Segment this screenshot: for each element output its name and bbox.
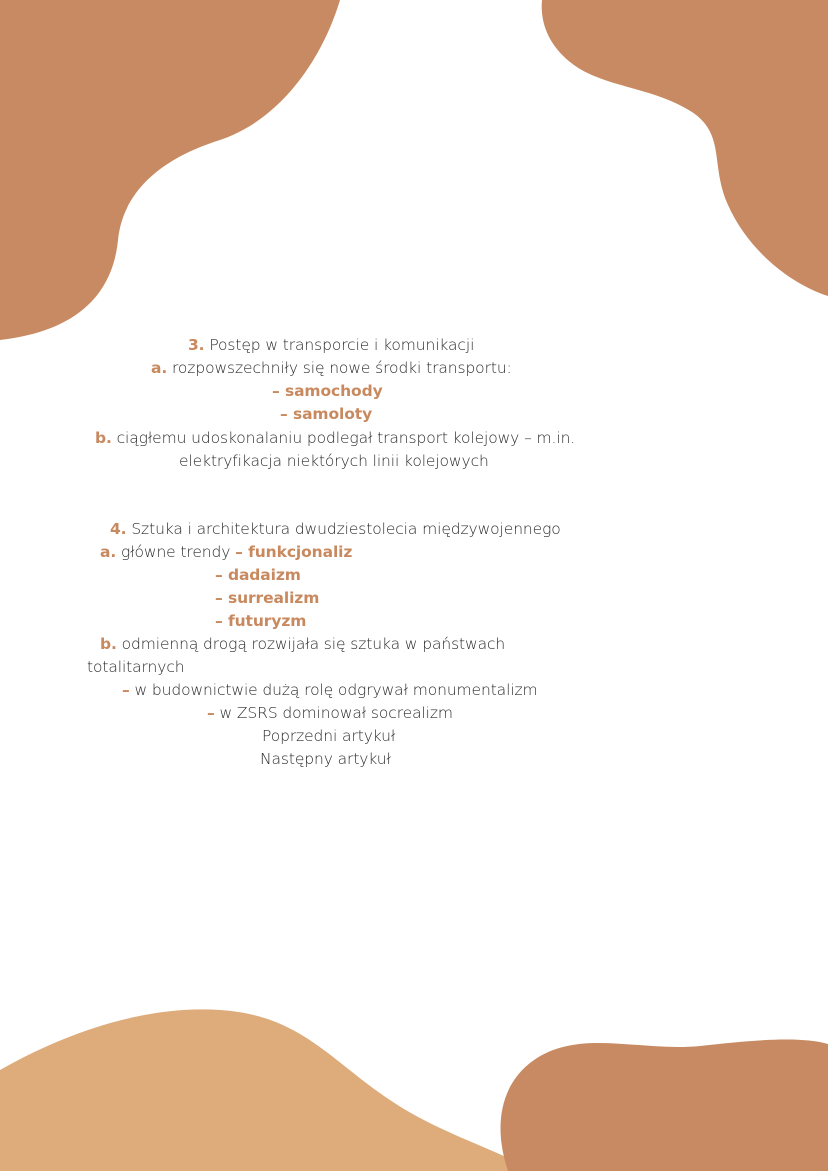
bottom-right-blob [501,1040,828,1171]
section4-b-item-monumentalizm [122,680,538,700]
section4-b-item1-text: w ZSRS dominował socrealizm [219,704,453,722]
section3-b-text-line2: elektryfikacja niektórych linii kolejowych [179,452,489,470]
section4-a-text: główne trendy [120,543,231,561]
section3-point-a [151,358,512,378]
section4-heading [110,519,561,539]
section4-a-marker: a. [100,543,117,561]
section4-b-text-line1: odmienną drogą rozwijała się sztuka w państwach [121,635,506,653]
bottom-left-blob [0,1009,532,1171]
previous-article-link[interactable]: Poprzedni artykuł [262,727,396,745]
section4-item-futuryzm: – futuryzm [215,612,307,630]
section4-b-item-socrealizm [207,703,453,723]
next-article-link[interactable]: Następny artykuł [260,750,391,768]
section3-b-marker: b. [95,429,112,447]
section4-b-item0-text: w budownictwie dużą rolę odgrywał monumentalizm [134,681,538,699]
section4-item-dadaizm: – dadaizm [215,566,301,584]
section3-heading [188,335,474,355]
section3-a-text: rozpowszechniły się nowe środki transportu: [171,359,512,377]
section4-b-marker: b. [100,635,117,653]
top-right-blob [542,0,828,296]
section3-a-marker: a. [151,359,168,377]
section3-item-samochody: – samochody [272,382,383,400]
section4-point-a [100,542,352,562]
section3-point-b [95,428,575,448]
section3-title: Postęp w transporcie i komunikacji [209,336,475,354]
section4-item-surrealizm: – surrealizm [215,589,320,607]
section3-item-samoloty: – samoloty [280,405,373,423]
section4-number: 4. [110,520,127,538]
section4-item-funkcjonaliz: – funkcjonaliz [235,543,353,561]
section4-title: Sztuka i architektura dwudziestolecia międzywojennego [131,520,561,538]
top-left-blob [0,0,340,340]
section4-b-item0-dash: – [122,681,130,699]
section4-b-item1-dash: – [207,704,215,722]
section4-b-text-line2: totalitarnych [87,658,185,676]
section3-number: 3. [188,336,205,354]
section3-b-text-line1: ciągłemu udoskonalaniu podlegał transport kolejowy – m.in. [116,429,576,447]
section4-point-b [100,634,505,654]
